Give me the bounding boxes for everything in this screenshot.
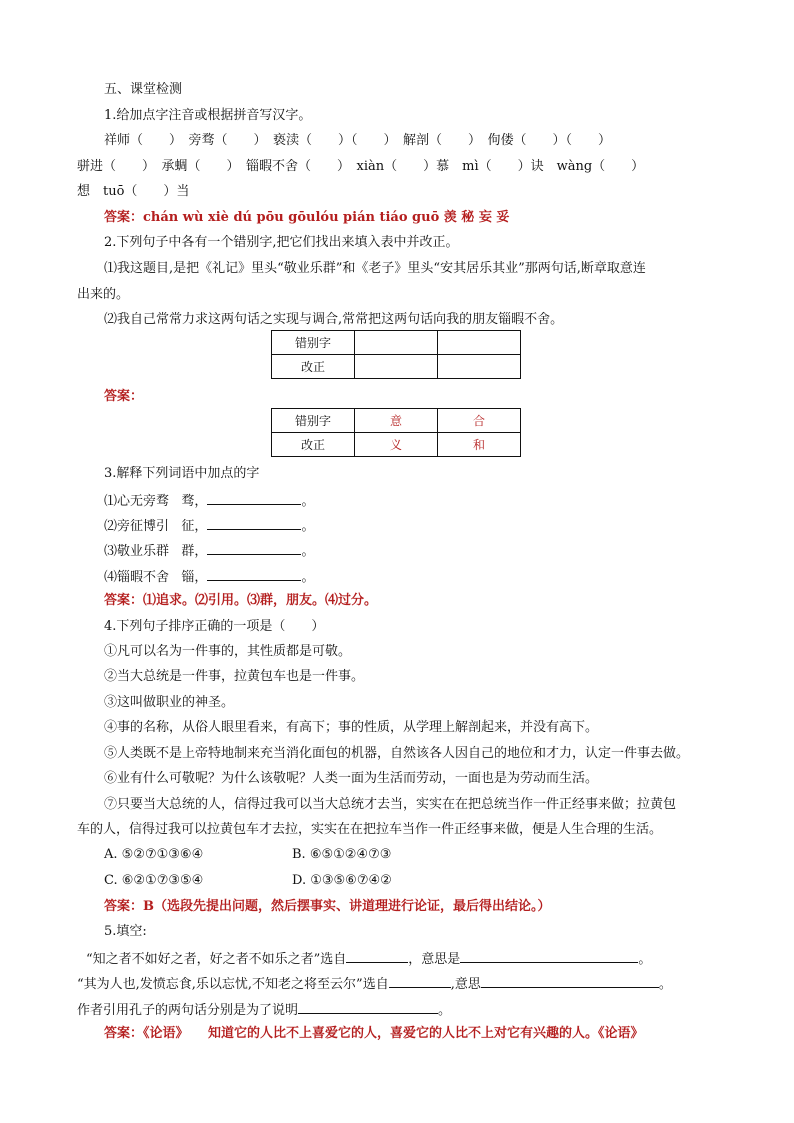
q5-line2 [77,973,672,995]
q2-sentence2: ⑵我自己常常力求这两句话之实现与调合,常常把这两句话向我的朋友锱暇不舍。 [104,312,564,327]
answer-text: 《论语》 知道它的人比不上喜爱它的人，喜爱它的人比不上对它有兴趣的人。《论语》 [143,1026,644,1041]
q3-char: 群， [181,544,208,559]
q4-sentence: ③这叫做职业的神圣。 [104,695,235,710]
q3-char: 征， [181,519,208,534]
q4-option-d[interactable]: D. ①③⑤⑥⑦④② [292,873,392,888]
q3-word: ⑵旁征博引 [104,519,170,534]
q5-quote1: “知之者不如好之者，好之者不如乐之者”选自 [86,952,347,967]
period: 。 [301,544,315,559]
answer-text: ⑴追求。⑵引用。⑶群，朋友。⑷过分。 [143,593,378,608]
source-blank[interactable] [346,948,408,963]
q2-answer-table [271,408,521,457]
q5-line3 [77,999,451,1021]
q4-sentence: ⑦只要当大总统的人，信得过我可以当大总统才去当，实实在在把总统当作一件正经事来做；拉黄包 [104,797,677,812]
q3-item [104,490,314,512]
q2-title: 2.下列句子中各有一个错别字,把它们找出来填入表中并改正。 [104,235,459,250]
q3-char: 骛， [181,494,208,509]
q2-answer-label: 答案： [104,389,144,404]
q5-meaning-label: ,意思 [450,977,481,992]
table-head-fix: 改正 [272,433,355,457]
period: 。 [301,570,315,585]
q4-sentence: ⑤人类既不是上帝特地制来充当消化面包的机器，自然该各人因自己的地位和才力，认定一件事去做。 [104,746,690,761]
q1-title: 1.给加点字注音或根据拼音写汉字。 [104,108,312,123]
q1-answer [104,208,509,228]
meaning-blank[interactable] [481,973,659,988]
meaning-blank[interactable] [460,948,638,963]
source-blank[interactable] [389,973,451,988]
table-head-wrong: 错别字 [272,331,355,355]
q2-blank-table [271,330,521,379]
q5-purpose: 作者引用孔子的两句话分别是为了说明 [77,1003,299,1018]
q4-option-b[interactable]: B. ⑥⑤①②④⑦③ [292,847,392,862]
q1-row2: 骈进（ ） 承蜩（ ） 锱暇不舍（ ） xiàn（ ）慕 mì（ ）诀 wàng（ ） [77,159,645,174]
q3-title: 3.解释下列词语中加点的字 [104,466,260,481]
answer-text: chán wù xiè dú pōu gōulóu pián tiáo guō 羡 秘 妄 妥 [143,210,510,225]
purpose-blank[interactable] [298,999,438,1014]
table-cell[interactable] [438,355,521,379]
q5-meaning-label: ，意思是 [408,952,461,967]
q5-line1 [86,948,651,970]
q1-row3: 想 tuō（ ）当 [77,184,190,199]
answer-cell: 义 [355,433,438,457]
q2-sentence1: ⑴我这题目,是把《礼记》里头“敬业乐群”和《老子》里头“安其居乐其业”那两句话,断章取意连 [104,261,646,276]
period: 。 [438,1003,452,1018]
table-cell[interactable] [355,331,438,355]
table-cell[interactable] [438,331,521,355]
q4-option-c[interactable]: C. ⑥②①⑦③⑤④ [104,873,204,888]
q3-char: 锱， [181,570,208,585]
q4-option-a[interactable]: A. ⑤②⑦①③⑥④ [104,847,204,862]
answer-cell: 意 [355,409,438,433]
answer-text: B（选段先提出问题，然后摆事实、讲道理进行论证，最后得出结论。） [143,899,551,914]
period: 。 [301,519,315,534]
q3-word: ⑷锱暇不舍 [104,570,170,585]
q5-answer [104,1024,644,1044]
period: 。 [638,952,652,967]
q3-word: ⑶敬业乐群 [104,544,170,559]
table-head-fix: 改正 [272,355,355,379]
q4-sentence: ④事的名称，从俗人眼里看来，有高下；事的性质，从学理上解剖起来，并没有高下。 [104,720,599,735]
period: 。 [658,977,672,992]
q3-item [104,515,314,537]
q4-sentence-cont: 车的人，信得过我可以拉黄包车才去拉，实实在在把拉车当作一件正经事来做，便是人生合理的生活。 [77,822,663,837]
q4-sentence: ⑥业有什么可敬呢？为什么该敬呢？人类一面为生活而劳动，一面也是为劳动而生活。 [104,771,599,786]
q4-sentence: ②当大总统是一件事，拉黄包车也是一件事。 [104,669,365,684]
q4-answer [104,897,551,917]
table-cell[interactable] [355,355,438,379]
q1-row1: 祥师（ ） 旁骛（ ） 亵渎（ ）（ ） 解剖（ ） 佝偻（ ）（ ） [104,133,612,148]
q3-word: ⑴心无旁骛 [104,494,170,509]
answer-label: 答案： [104,210,144,225]
q5-quote2: “其为人也,发愤忘食,乐以忘忧,不知老之将至云尔”选自 [77,977,389,992]
answer-blank[interactable] [207,515,301,530]
answer-cell: 合 [438,409,521,433]
period: 。 [301,494,315,509]
answer-blank[interactable] [207,540,301,555]
q4-sentence: ①凡可以名为一件事的，其性质都是可敬。 [104,644,352,659]
q2-sentence1-cont: 出来的。 [77,287,130,302]
answer-cell: 和 [438,433,521,457]
section-title: 五、课堂检测 [104,82,183,97]
q3-item [104,540,314,562]
q5-title: 5.填空: [104,924,147,939]
q4-title: 4.下列句子排序正确的一项是（ ） [104,619,325,634]
answer-label: 答案： [104,899,144,914]
table-head-wrong: 错别字 [272,409,355,433]
q3-item [104,566,314,588]
q3-answer [104,591,377,611]
answer-label: 答案： [104,1026,144,1041]
answer-blank[interactable] [207,490,301,505]
answer-label: 答案： [104,593,144,608]
answer-blank[interactable] [207,566,301,581]
